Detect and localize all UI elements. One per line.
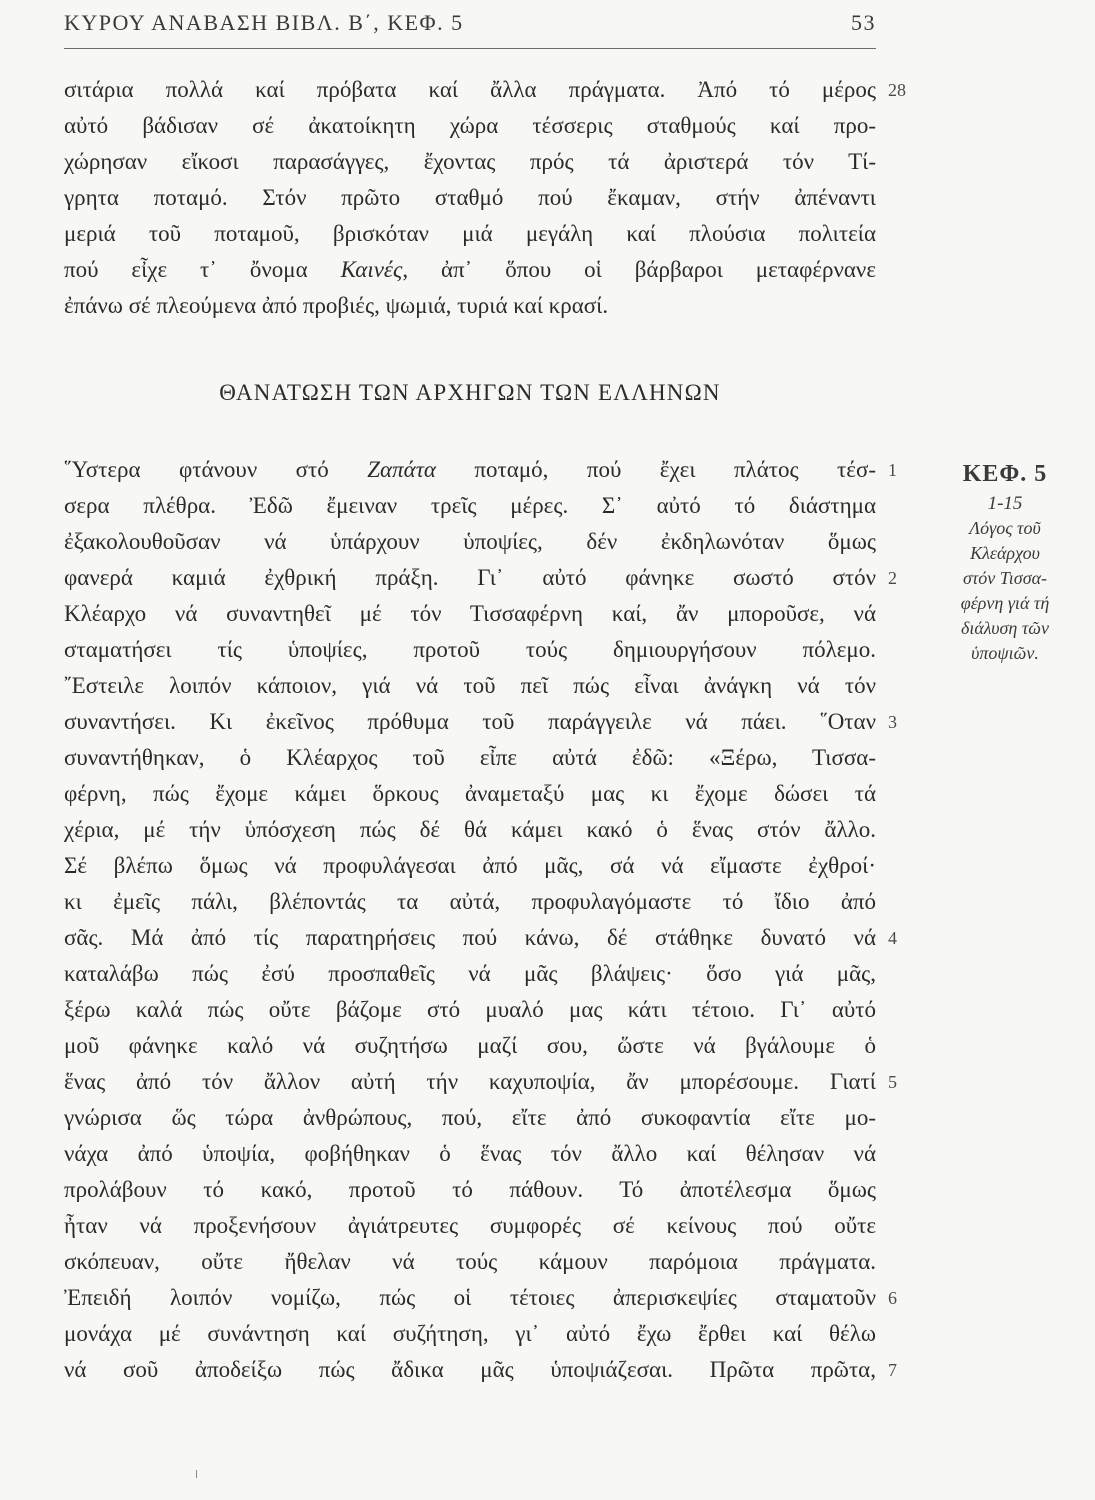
page-number: 53 [851,10,876,35]
text-line: μονάχα μέ συνάντηση καί συζήτηση, γι᾽ αὐτό ἔχω ἔρθει καί θέλω [64,1321,876,1346]
text-line: γρητα ποταμό. Στόν πρῶτο σταθμό πού ἔκαμαν, στήν ἀπέναντι [64,185,876,210]
text-line: ῎Εστειλε λοιπόν κάποιον, γιά νά τοῦ πεῖ πώς εἶναι ἀνάγκη νά τόν [64,673,876,698]
margin-note-line: διάλυση τῶν [960,618,1049,638]
text-line: σᾶς. Μά ἀπό τίς παρατηρήσεις πού κάνω, δέ στάθηκε δυνατό νά [64,925,876,950]
margin-note-line: Κλεάρχου [970,543,1040,563]
text-line: πού εἶχε τ᾽ ὄνομα Καινές, ἀπ᾽ ὅπου οἱ βάρβαροι μεταφέρνανε [64,257,876,282]
print-speck [196,1470,197,1478]
text-line: Ἐπειδή λοιπόν νομίζω, πώς οἱ τέτοιες ἀπερισκεψίες σταματοῦν [64,1285,876,1310]
line-number: 5 [888,1072,897,1092]
line-number: 3 [888,712,897,732]
line-number: 2 [888,568,897,588]
line-number: 7 [888,1360,897,1380]
text-line: ῞Υστερα φτάνουν στό Ζαπάτα ποταμό, πού ἔχει πλάτος τέσ- [64,457,877,482]
text-line: κι ἐμεῖς πάλι, βλέποντάς τα αὐτά, προφυλαγόμαστε τό ἴδιο ἀπό [64,889,876,914]
running-title: ΚΥΡΟΥ ΑΝΑΒΑΣΗ ΒΙΒΛ. Β΄, ΚΕΦ. 5 [64,10,464,35]
line-number: 1 [888,460,897,480]
text-line: φέρνη, πώς ἔχομε κάμει ὅρκους ἀναμεταξύ μας κι ἔχομε δώσει τά [64,781,876,806]
text-line: Κλέαρχο νά συναντηθεῖ μέ τόν Τισσαφέρνη καί, ἄν μποροῦσε, νά [64,601,876,626]
margin-note-line: Λόγος τοῦ [969,518,1041,538]
text-line: ξέρω καλά πώς οὔτε βάζομε στό μυαλό μας κάτι τέτοιο. Γι᾽ αὐτό [64,997,876,1022]
line-number: 28 [888,80,906,100]
margin-note-line: ὑποψιῶν. [971,643,1039,663]
line-number: 4 [888,928,897,948]
text-line: νάχα ἀπό ὑποψία, φοβήθηκαν ὁ ἕνας τόν ἄλλο καί θέλησαν νά [64,1141,876,1166]
text-line: προλάβουν τό κακό, προτοῦ τό πάθουν. Τό ἀποτέλεσμα ὅμως [64,1177,876,1202]
margin-note-line: στόν Τισσα- [962,568,1048,588]
section-heading: ΘΑΝΑΤΩΣΗ ΤΩΝ ΑΡΧΗΓΩΝ ΤΩΝ ΕΛΛΗΝΩΝ [219,380,721,405]
text-line: ἦταν νά προξενήσουν ἀγιάτρευτες συμφορές σέ κείνους πού οὔτε [64,1213,876,1238]
margin-note-line: φέρνη γιά τή [960,593,1050,613]
text-line: σκόπευαν, οὔτε ἤθελαν νά τούς κάμουν παρόμοια πράγματα. [64,1249,876,1274]
text-line: σταματήσει τίς ὑποψίες, προτοῦ τούς δημιουργήσουν πόλεμο. [64,637,876,662]
text-line: ἐπάνω σέ πλεούμενα ἀπό προβιές, ψωμιά, τυριά καί κρασί. [64,293,609,318]
running-head [64,6,876,40]
text-line: χώρησαν εἴκοσι παρασάγγες, ἔχοντας πρός τά ἀριστερά τόν Τί- [64,149,876,174]
text-line: φανερά καμιά ἐχθρική πράξη. Γι᾽ αὐτό φάνηκε σωστό στόν [64,565,876,590]
text-line: συναντήσει. Κι ἐκεῖνος πρόθυμα τοῦ παράγγειλε νά πάει. ῞Οταν [64,709,876,734]
italic-name: Καινές [340,257,403,282]
text-line: ἕνας ἀπό τόν ἄλλον αὐτή τήν καχυποψία, ἄν μπορέσουμε. Γιατί [64,1069,876,1094]
header-rule [64,48,876,49]
text-line: χέρια, μέ τήν ὑπόσχεση πώς δέ θά κάμει κακό ὁ ἕνας στόν ἄλλο. [64,817,876,842]
text-line: μεριά τοῦ ποταμοῦ, βρισκόταν μιά μεγάλη καί πλούσια πολιτεία [64,221,876,246]
italic-name: Ζαπάτα [367,457,436,482]
margin-note-range: 1-15 [987,493,1023,514]
text-line: καταλάβω πώς ἐσύ προσπαθεῖς νά μᾶς βλάψεις· ὅσο γιά μᾶς, [64,961,876,986]
text-line: σιτάρια πολλά καί πρόβατα καί ἄλλα πράγματα. Ἀπό τό μέρος [64,77,876,102]
text-line: νά σοῦ ἀποδείξω πώς ἄδικα μᾶς ὑποψιάζεσαι. Πρῶτα πρῶτα, [64,1357,876,1382]
text-line: ἐξακολουθοῦσαν νά ὑπάρχουν ὑποψίες, δέν ἐκδηλωνόταν ὅμως [64,529,876,554]
text-line: γνώρισα ὥς τώρα ἀνθρώπους, πού, εἴτε ἀπό συκοφαντία εἴτε μο- [64,1105,876,1130]
text-line: αὐτό βάδισαν σέ ἀκατοίκητη χώρα τέσσερις σταθμούς καί προ- [64,113,876,138]
text-line: συναντήθηκαν, ὁ Κλέαρχος τοῦ εἶπε αὐτά ἐδῶ: «Ξέρω, Τισσα- [64,745,876,770]
text-line: μοῦ φάνηκε καλό νά συζητήσω μαζί σου, ὥστε νά βγάλουμε ὁ [64,1033,876,1058]
line-number: 6 [888,1288,897,1308]
text-line: σερα πλέθρα. Ἐδῶ ἔμειναν τρεῖς μέρες. Σ᾽ αὐτό τό διάστημα [64,493,876,518]
text-line: Σέ βλέπω ὅμως νά προφυλάγεσαι ἀπό μᾶς, σά νά εἴμαστε ἐχθροί· [64,853,876,878]
margin-note [930,456,1080,666]
margin-note-chapter: ΚΕΦ. 5 [962,461,1048,487]
